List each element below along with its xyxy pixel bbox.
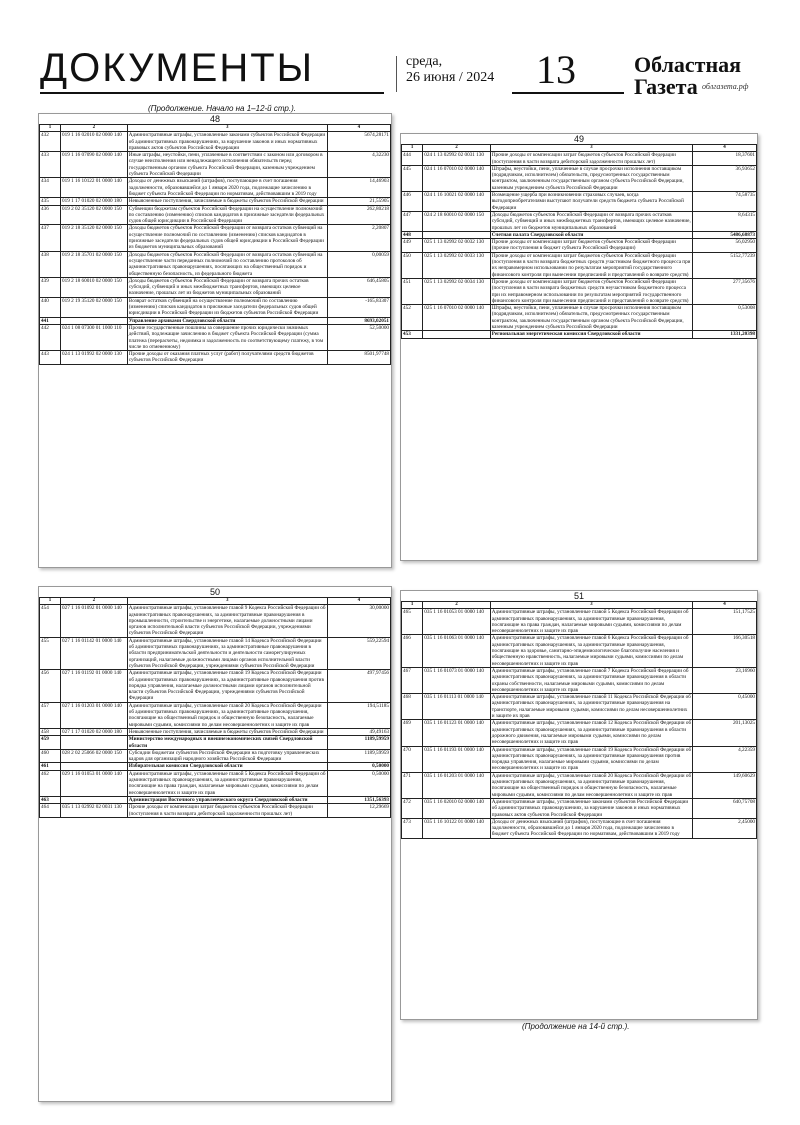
income-description: Субсидии бюджетам субъектов Российской Федерации на подготовку управленческих кадров для организаций народного хозяйства Российской Федерации <box>127 749 327 763</box>
row-number: 470 <box>402 746 423 772</box>
budget-code: 025 1 13 02992 02 0033 130 <box>423 252 490 278</box>
budget-code: 024 1 16 10021 02 0000 140 <box>423 192 490 212</box>
income-description: Доходы бюджетов субъектов Российской Федерации от возврата прочих остатков субсидий, субвенций и иных межбюджетных трансфертов, имеющих целевое назначение, прошлых лет из бюджетов муниципальных образований <box>491 211 691 231</box>
budget-code <box>423 231 490 238</box>
continued-from: (Продолжение. Начало на 1–12-й стр.). <box>148 104 296 113</box>
budget-code: 019 1 16 02010 02 0000 140 <box>61 132 128 152</box>
amount: 8693,02051 <box>327 317 390 324</box>
table-row <box>40 637 391 669</box>
table-row <box>402 694 757 720</box>
row-number: 434 <box>40 178 61 198</box>
budget-code <box>61 317 128 324</box>
budget-code: 027 1 16 01192 01 0000 140 <box>61 670 128 702</box>
budget-code: 035 1 16 01123 01 0000 140 <box>423 720 490 746</box>
table-row <box>402 192 757 212</box>
amount: 18,37601 <box>693 152 757 166</box>
table-row <box>402 165 757 191</box>
income-description: Избирательная комиссия Свердловской области <box>127 763 327 770</box>
table-row <box>40 670 391 702</box>
doc-page-number: 50 <box>209 587 220 597</box>
budget-code: 024 1 16 07010 02 0000 140 <box>423 165 490 191</box>
income-description: Административные штрафы, установленные главой 20 Кодекса Российской Федерации об административных правонарушениях, за административные правонарушения, посягающие на общественный порядок и общественную безопасность, налагаемые мировыми судьями, комиссиями по делам несовершеннолетних и защите их прав <box>127 702 327 728</box>
budget-code: 019 1 17 01020 02 0000 180 <box>61 198 128 205</box>
table-row <box>402 152 757 166</box>
budget-code: 035 1 16 01063 01 0000 140 <box>423 635 490 667</box>
amount: 277,35676 <box>693 278 757 304</box>
header-rule-right <box>512 92 624 94</box>
row-number: 454 <box>40 605 61 637</box>
table-row <box>402 635 757 667</box>
row-number: 468 <box>402 694 423 720</box>
income-description: Административные штрафы, установленные главой 20 Кодекса Российской Федерации об административных правонарушениях, за административные правонарушения, посягающие на общественный порядок и общественную безопасность, налагаемые мировыми судьями, комиссиями по делам несовершеннолетних и защите их прав <box>491 772 692 798</box>
row-number: 438 <box>40 251 61 277</box>
budget-code: 027 1 17 01020 02 0000 180 <box>61 728 128 735</box>
table-row <box>402 772 757 798</box>
table-row <box>40 297 391 317</box>
column-header: 1 <box>40 125 61 132</box>
budget-code: 019 1 16 10122 01 0000 140 <box>61 178 128 198</box>
income-description: Административные штрафы, установленные главой 9 Кодекса Российской Федерации об административных правонарушениях, за административные правонарушения в промышленности, строительстве и энергетике, налагаемые должностными лицами органов исполнительной власти субъектов Российской Федерации, учреждениями субъектов Российской Федерации <box>128 605 326 637</box>
income-description: Иные штрафы, неустойки, пени, уплаченные в соответствии с законом или договором в случае неисполнения или ненадлежащего исполнения обязательств перед государственным органом субъекта Российской Федерации, казенным учреждением субъекта Российской Федерации <box>127 152 327 178</box>
row-number: 455 <box>40 637 61 669</box>
column-header: 2 <box>61 125 128 132</box>
budget-code: 035 1 16 01053 01 0000 140 <box>423 609 490 635</box>
page-number: 13 <box>536 47 576 92</box>
table-row <box>40 205 391 225</box>
table-row <box>40 225 391 251</box>
budget-code: 025 1 13 02992 02 0034 130 <box>423 278 490 304</box>
row-number: 445 <box>402 165 423 191</box>
budget-code <box>61 736 128 750</box>
section-title: ДОКУМЕНТЫ <box>40 46 315 90</box>
amount: 149,60629 <box>693 772 757 798</box>
row-number: 432 <box>40 132 61 152</box>
row-number: 450 <box>402 252 423 278</box>
income-description: Субвенции бюджетам субъектов Российской Федерации на осуществление полномочий по составлению (изменению) списков кандидатов в присяжные заседатели федеральных судов общей юрисдикции в Российской Федерации <box>127 205 327 225</box>
continued-to: (Продолжение на 14-й стр.). <box>522 1022 630 1031</box>
row-number: 469 <box>402 720 423 746</box>
income-description: Административные штрафы, установленные законами субъектов Российской Федерации об административных правонарушениях, за нарушение законов и иных нормативных правовых актов субъектов Российской Федерации <box>127 132 327 152</box>
site-url: облгазета.рф <box>702 82 749 91</box>
income-description: Административные штрафы, установленные главой 14 Кодекса Российской Федерации об административных правонарушениях, за административные правонарушения в области предпринимательской деятельности и деятельности саморегулируемых организаций, налагаемые должностными лицами органов исполнительной власти субъектов Российской Федерации, учреждениями субъектов Российской Федерации <box>127 637 327 669</box>
amount: 1351,56393 <box>327 796 390 803</box>
budget-table <box>39 124 391 365</box>
budget-table <box>401 601 757 839</box>
row-number: 446 <box>402 192 423 212</box>
logo-line-2: Газета <box>634 74 698 99</box>
budget-code: 025 1 13 02992 02 0032 130 <box>423 239 490 253</box>
amount: 646,45805 <box>327 277 390 297</box>
budget-code: 027 1 16 01092 01 0000 140 <box>61 605 128 637</box>
income-description: Административные штрафы, установленные главой 19 Кодекса Российской Федерации об административных правонарушениях, за административные правонарушения против порядка управления, налагаемые должностными лицами органов исполнительной власти субъектов Российской Федерации, учреждениями субъектов Российской Федерации <box>127 670 327 702</box>
table-row <box>402 667 757 693</box>
amount: 2,20807 <box>327 225 390 251</box>
budget-code: 019 2 18 35120 02 0000 150 <box>61 225 128 251</box>
column-header: 4 <box>327 598 390 605</box>
column-header: 4 <box>327 125 390 132</box>
row-number: 451 <box>402 278 423 304</box>
table-row <box>40 736 391 750</box>
income-description: Административные штрафы, установленные законами субъектов Российской Федерации об административных правонарушениях, за нарушение законов и иных нормативных правовых актов субъектов Российской Федерации <box>490 798 692 818</box>
row-number: 437 <box>40 225 61 251</box>
row-number: 443 <box>40 351 61 365</box>
amount: 559,22594 <box>327 637 390 669</box>
column-header: 3 <box>127 125 327 132</box>
table-row <box>402 331 757 338</box>
amount: 5152,77239 <box>693 252 757 278</box>
income-description: Возврат остатков субвенций на осуществление полномочий по составлению (изменению) списков кандидатов в присяжные заседатели федеральных судов общей юрисдикции в Российской Федерации из бюджетов субъектов Российской Федерации <box>127 297 327 317</box>
amount: 56,02950 <box>693 239 757 253</box>
amount: 36,93652 <box>693 165 757 191</box>
row-number: 439 <box>40 277 61 297</box>
budget-code <box>61 796 128 803</box>
amount: 4,22359 <box>693 746 757 772</box>
table-row <box>402 818 757 838</box>
budget-code: 035 1 16 10122 01 0000 140 <box>423 818 490 838</box>
budget-code: 019 2 02 35120 02 0000 150 <box>61 205 128 225</box>
row-number: 467 <box>402 667 423 693</box>
doc-page-50 <box>38 586 392 1102</box>
row-number: 461 <box>40 763 61 770</box>
income-description: Прочие доходы от компенсации затрат бюджетов субъектов Российской Федерации (прочие поступления в бюджет субъекта Российской Федерации) <box>490 239 692 253</box>
column-header: 2 <box>423 145 490 152</box>
column-header: 2 <box>423 602 490 609</box>
table-row <box>402 305 757 331</box>
table-row <box>40 198 391 205</box>
income-description: Административные штрафы, установленные главой 6 Кодекса Российской Федерации об административных правонарушениях, за административные правонарушения, посягающие на здоровье, санитарно-эпидемиологическое благополучие населения и общественную нравственность, налагаемые мировыми судьями, комиссиями по делам несовершеннолетних и защите их прав <box>490 635 692 667</box>
amount: 12,29669 <box>327 804 390 818</box>
row-number: 463 <box>40 796 61 803</box>
table-row <box>40 804 391 818</box>
budget-code: 035 1 16 01113 01 0000 140 <box>423 694 490 720</box>
issue-date <box>406 54 494 86</box>
amount: 8,64315 <box>693 211 757 231</box>
income-description: Прочие доходы от компенсации затрат бюджетов субъектов Российской Федерации (поступления в части возврата дебиторской задолженности прошлых лет) <box>127 804 327 818</box>
amount: 8501,97748 <box>327 351 390 365</box>
table-row <box>40 152 391 178</box>
table-row <box>40 796 391 803</box>
budget-code <box>423 331 490 338</box>
budget-code: 024 1 08 07300 01 1000 110 <box>61 324 128 350</box>
header-rule <box>40 92 384 94</box>
income-description: Административные штрафы, установленные главой 12 Кодекса Российской Федерации об административных правонарушениях, за административные правонарушения в области дорожного движения, налагаемые мировыми судьями, комиссиями по делам несовершеннолетних и защите их прав <box>491 720 692 746</box>
amount: 1189,59959 <box>327 749 390 763</box>
row-number: 453 <box>402 331 423 338</box>
amount: 0,50000 <box>327 763 390 770</box>
table-row <box>402 211 757 231</box>
budget-code: 035 1 16 01193 01 0000 140 <box>423 746 490 772</box>
budget-code: 019 2 19 35120 02 0000 150 <box>61 297 128 317</box>
income-description: Министерство международных и внешнеэкономических связей Свердловской области <box>127 736 327 750</box>
budget-code: 028 2 02 25066 02 0000 150 <box>61 749 128 763</box>
row-number: 433 <box>40 152 61 178</box>
amount: 49,49163 <box>327 728 390 735</box>
budget-code: 024 1 13 02992 02 0031 130 <box>423 152 490 166</box>
amount: 201,13025 <box>693 720 757 746</box>
amount: 0,53008 <box>693 305 757 331</box>
logo-line-1: Областная <box>634 52 742 77</box>
amount: 1189,59959 <box>327 736 390 750</box>
amount: 2,45000 <box>693 818 757 838</box>
amount: 5674,28171 <box>327 132 390 152</box>
budget-code: 024 2 18 60010 02 0000 150 <box>423 211 490 231</box>
row-number: 466 <box>402 635 423 667</box>
row-number: 465 <box>402 609 423 635</box>
table-row <box>40 728 391 735</box>
column-header: 3 <box>490 145 692 152</box>
table-row <box>40 324 391 350</box>
budget-code <box>61 763 128 770</box>
table-row <box>402 798 757 818</box>
income-description: Штрафы, неустойки, пени, уплаченные в случае просрочки исполнения поставщиком (подрядчиком, исполнителем) обязательств, предусмотренных государственным контрактом, заключенным государственным органом субъекта Российской Федерации, казенным учреждением субъекта Российской Федерации <box>490 305 692 331</box>
budget-code: 019 2 18 35701 02 0000 150 <box>61 251 128 277</box>
row-number: 441 <box>40 317 61 324</box>
table-row <box>402 239 757 253</box>
income-description: Административные штрафы, установленные главой 5 Кодекса Российской Федерации об административных правонарушениях, за административные правонарушения, посягающие на права граждан, налагаемые мировыми судьями, комиссиями по делам несовершеннолетних и защите их прав <box>490 609 692 635</box>
income-description: Доходы бюджетов субъектов Российской Федерации от возврата остатков субвенций на осуществление полномочий по составлению (изменению) списков кандидатов в присяжные заседатели федеральных судов общей юрисдикции в Российской Федерации из бюджетов муниципальных образований <box>127 225 327 251</box>
table-row <box>40 351 391 365</box>
row-number: 471 <box>402 772 423 798</box>
doc-page-49 <box>400 133 758 561</box>
amount: 0,00059 <box>327 251 390 277</box>
row-number: 440 <box>40 297 61 317</box>
table-row <box>40 277 391 297</box>
table-header-row <box>40 598 391 605</box>
amount: 23,16960 <box>693 667 757 693</box>
issue-weekday: среда, <box>406 54 443 69</box>
income-description: Административные штрафы, установленные главой 5 Кодекса Российской Федерации об административных правонарушениях, за административные правонарушения, посягающие на права граждан, налагаемые мировыми судьями, комиссиями по делам несовершеннолетних и защите их прав <box>128 770 326 796</box>
amount: 1331,20398 <box>693 331 757 338</box>
amount: 0,45000 <box>693 694 757 720</box>
amount: 74,58735 <box>693 192 757 212</box>
income-description: Административные штрафы, установленные главой 11 Кодекса Российской Федерации об административных правонарушениях, за административные правонарушения на транспорте, налагаемые мировыми судьями, комиссиями по делам несовершеннолетних и защите их прав <box>491 694 691 720</box>
doc-page-number: 48 <box>209 114 220 124</box>
table-row <box>40 132 391 152</box>
amount: 640,75708 <box>693 798 757 818</box>
row-number: 472 <box>402 798 423 818</box>
row-number: 456 <box>40 670 61 702</box>
budget-table <box>39 597 391 818</box>
income-description: Доходы от денежных взысканий (штрафов), поступающие в счет погашения задолженности, образовавшейся до 1 января 2020 года, подлежащие зачислению в бюджет субъекта Российской Федерации по нормативам, действовавшим в 2019 году <box>127 178 327 198</box>
row-number: 435 <box>40 198 61 205</box>
column-header: 4 <box>693 145 757 152</box>
table-row <box>402 231 757 238</box>
amount: 21,55905 <box>327 198 390 205</box>
doc-page-48 <box>38 113 392 568</box>
row-number: 444 <box>402 152 423 166</box>
table-header-row <box>402 602 757 609</box>
table-row <box>402 609 757 635</box>
table-header-row <box>402 145 757 152</box>
income-description: Управление архивами Свердловской области <box>127 317 327 324</box>
income-description: Административные штрафы, установленные главой 19 Кодекса Российской Федерации об административных правонарушениях, за административные правонарушения против порядка управления, налагаемые мировыми судьями, комиссиями по делам несовершеннолетних и защите их прав <box>491 746 692 772</box>
income-description: Невыясненные поступления, зачисляемые в бюджеты субъектов Российской Федерации <box>127 198 327 205</box>
budget-code: 035 1 16 01203 01 0000 140 <box>423 772 490 798</box>
budget-code: 027 1 16 01203 01 0000 140 <box>61 702 128 728</box>
doc-page-number: 49 <box>573 134 584 144</box>
amount: 5486,68873 <box>693 231 757 238</box>
budget-code: 019 1 16 07090 02 0000 140 <box>61 152 128 178</box>
newspaper-logo <box>634 54 741 98</box>
row-number: 459 <box>40 736 61 750</box>
budget-code: 019 2 18 60010 02 0000 150 <box>61 277 128 297</box>
table-row <box>402 746 757 772</box>
amount: 166,30518 <box>693 635 757 667</box>
column-header: 3 <box>127 598 327 605</box>
row-number: 458 <box>40 728 61 735</box>
row-number: 442 <box>40 324 61 350</box>
budget-code: 035 1 16 02010 02 0000 140 <box>423 798 490 818</box>
doc-page-51 <box>400 590 758 1020</box>
income-description: Региональная энергетическая комиссия Свердловской области <box>490 331 692 338</box>
row-number: 452 <box>402 305 423 331</box>
table-row <box>402 252 757 278</box>
income-description: Прочие доходы от компенсации затрат бюджетов субъектов Российской Федерации (поступления в части возврата дебиторской задолженности прошлых лет) <box>490 152 692 166</box>
income-description: Счетная палата Свердловской области <box>490 231 692 238</box>
budget-code: 029 1 16 01053 01 0000 140 <box>61 770 128 796</box>
row-number: 448 <box>402 231 423 238</box>
column-header: 3 <box>490 602 692 609</box>
amount: 4,32230 <box>327 152 390 178</box>
doc-page-number: 51 <box>573 591 584 601</box>
table-row <box>40 605 391 637</box>
income-description: Штрафы, неустойки, пени, уплаченные в случае просрочки исполнения поставщиком (подрядчиком, исполнителем) обязательств, предусмотренных государственным контрактом, заключенным государственным органом субъекта Российской Федерации, казенным учреждением субъекта Российской Федерации <box>490 165 692 191</box>
table-row <box>40 749 391 763</box>
income-description: Прочие государственные пошлины за совершение прочих юридически значимых действий, подлежащие зачислению в бюджет субъекта Российской Федерации (сумма платежа (перерасчеты, недоимка и задолженность по соответствующему платежу, в том числе по отмененному) <box>127 324 327 350</box>
column-header: 4 <box>693 602 757 609</box>
column-header: 1 <box>402 145 423 152</box>
table-row <box>40 763 391 770</box>
budget-table <box>401 144 757 339</box>
row-number: 462 <box>40 770 61 796</box>
income-description: Административные штрафы, установленные главой 7 Кодекса Российской Федерации об административных правонарушениях, за административные правонарушения в области охраны собственности, налагаемые мировыми судьями, комиссиями по делам несовершеннолетних и защите их прав <box>490 667 692 693</box>
income-description: Возмещение ущерба при возникновении страховых случаев, когда выгодоприобретателями выступают получатели средств бюджета субъекта Российской Федерации <box>490 192 692 212</box>
income-description: Доходы бюджетов субъектов Российской Федерации от возврата прочих остатков субсидий, субвенций и иных межбюджетных трансфертов, имеющих целевое назначение, прошлых лет из бюджетов муниципальных образований <box>127 277 327 297</box>
budget-code: 035 1 13 02992 02 0031 130 <box>61 804 128 818</box>
income-description: Прочие доходы от оказания платных услуг (работ) получателями средств бюджетов субъектов Российской Федерации <box>127 351 327 365</box>
issue-date-text: 26 июня / 2024 <box>406 70 495 85</box>
budget-code: 027 1 16 01142 01 0000 140 <box>61 637 128 669</box>
amount: -165,83307 <box>327 297 390 317</box>
amount: 52,50000 <box>327 324 390 350</box>
row-number: 460 <box>40 749 61 763</box>
table-row <box>40 178 391 198</box>
row-number: 464 <box>40 804 61 818</box>
income-description: Прочие доходы от компенсации затрат бюджетов субъектов Российской Федерации (поступления в части возврата бюджетных средств участником бюджетного процесса при их неправомерном использовании по результатам мероприятий государственного финансового контроля при вынесении предписаний и представлений о возврате средств) <box>490 252 692 278</box>
amount: 0,50000 <box>327 770 390 796</box>
table-row <box>40 251 391 277</box>
income-description: Доходы бюджетов субъектов Российской Федерации от возврата остатков субвенций на осуществление части переданных полномочий по составлению протоколов об административных правонарушениях, посягающих на общественный порядок и общественную безопасность, из федерального бюджета <box>127 251 327 277</box>
row-number: 457 <box>40 702 61 728</box>
amount: 262,80218 <box>327 205 390 225</box>
table-header-row <box>40 125 391 132</box>
row-number: 447 <box>402 211 423 231</box>
table-row <box>40 317 391 324</box>
column-header: 1 <box>40 598 61 605</box>
amount: 497,97456 <box>327 670 390 702</box>
table-row <box>402 278 757 304</box>
amount: 151,17525 <box>693 609 757 635</box>
table-row <box>402 720 757 746</box>
amount: 194,51185 <box>327 702 390 728</box>
header-separator <box>396 56 397 92</box>
budget-code: 024 1 13 01992 02 0000 130 <box>61 351 128 365</box>
income-description: Администрация Восточного управленческого округа Свердловской области <box>127 796 327 803</box>
column-header: 2 <box>61 598 128 605</box>
row-number: 436 <box>40 205 61 225</box>
budget-code: 025 1 16 07010 02 0000 140 <box>423 305 490 331</box>
table-row <box>40 702 391 728</box>
column-header: 1 <box>402 602 423 609</box>
row-number: 473 <box>402 818 423 838</box>
row-number: 449 <box>402 239 423 253</box>
amount: 30,00000 <box>327 605 390 637</box>
income-description: Доходы от денежных взысканий (штрафов), поступающие в счет погашения задолженности, образовавшейся до 1 января 2020 года, подлежащие зачислению в бюджет субъекта Российской Федерации по нормативам, действовавшим в 2019 году <box>490 818 692 838</box>
amount: 14,46903 <box>327 178 390 198</box>
budget-code: 035 1 16 01073 01 0000 140 <box>423 667 490 693</box>
income-description: Прочие доходы от компенсации затрат бюджетов субъектов Российской Федерации (поступления в части возврата бюджетных средств неучастником бюджетного процесса при их неправомерном использовании по результатам мероприятий государственного финансового контроля при вынесении предписаний и представлений о возврате средств) <box>490 278 692 304</box>
table-row <box>40 770 391 796</box>
income-description: Невыясненные поступления, зачисляемые в бюджеты субъектов Российской Федерации <box>127 728 327 735</box>
